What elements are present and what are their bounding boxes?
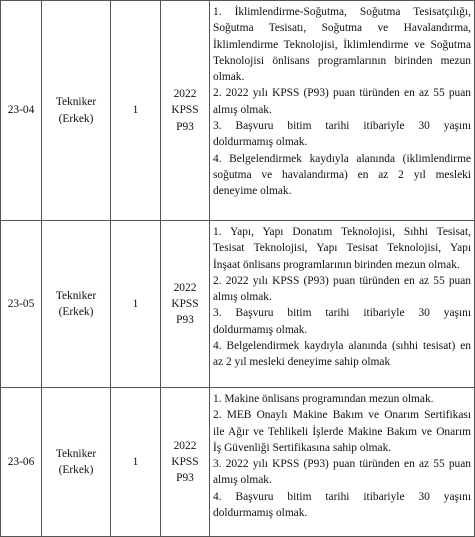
position-title-cell xyxy=(42,388,111,537)
requirement-line: soğutma ve havalandırma) en az 2 yıl mesleki xyxy=(213,168,471,181)
position-count: 1 xyxy=(111,221,161,388)
requirement-line: İnşaat önlisans programlarının birinden mezun olmak. xyxy=(213,258,460,271)
requirement-line: deneyime olmak. xyxy=(213,185,292,198)
position-title-cell xyxy=(42,1,111,221)
requirement-line: az 2 yıl mesleki deneyime sahip olmak xyxy=(213,356,391,369)
requirement-line: 1. Makine önlisans programından mezun olmak. xyxy=(213,393,434,405)
requirement-line: İş Güvenliği Sertifikasına sahip olmak. xyxy=(213,441,392,454)
requirement-line: almış olmak. xyxy=(213,291,272,304)
exam-year: 2022 xyxy=(173,88,197,101)
exam-type: P93 xyxy=(176,120,194,133)
exam-name: KPSS xyxy=(171,104,199,117)
exam-year: 2022 xyxy=(173,439,197,452)
requirement-line: 2. 2022 yılı KPSS (P93) puan türünden en az 55 puan xyxy=(213,87,471,100)
requirement-line: 3. Başvuru bitim tarihi itibariyle 30 yaşını xyxy=(213,307,471,320)
position-row xyxy=(1,388,475,537)
position-code: 23-05 xyxy=(1,221,42,388)
position-title: Tekniker xyxy=(55,96,97,109)
requirement-line: olmak. xyxy=(213,71,245,84)
requirement-line: almış olmak. xyxy=(213,103,272,116)
exam-cell xyxy=(161,1,210,221)
requirement-line: doldurmamış olmak. xyxy=(213,323,308,336)
requirements-cell xyxy=(210,1,475,221)
requirement-line: 2. MEB Onaylı Makine Bakım ve Onarım Sertifikası xyxy=(213,409,471,422)
requirement-line: doldurmamış olmak. xyxy=(213,136,308,149)
position-code: 23-04 xyxy=(1,1,42,221)
requirement-line: doldurmamış olmak. xyxy=(213,507,308,520)
exam-type: P93 xyxy=(176,472,194,485)
exam-name: KPSS xyxy=(171,297,199,310)
exam-year: 2022 xyxy=(173,281,197,294)
position-gender: (Erkek) xyxy=(58,306,94,318)
requirement-line: İklimlendirme Teknolojisi, İklimlendirme ve Soğutma xyxy=(213,38,471,51)
requirement-line: 3. Başvuru bitim tarihi itibariyle 30 yaşını xyxy=(213,120,471,133)
position-title-cell xyxy=(42,221,111,388)
requirement-line: almış olmak. xyxy=(213,474,272,487)
position-row xyxy=(1,221,475,388)
positions-table-body xyxy=(1,1,475,537)
requirement-line: Tesisat Teknolojisi, Yapı Tesisat Teknolojisi, Yapı xyxy=(213,242,471,255)
requirement-line: 1. İklimlendirme-Soğutma, Soğutma Tesisatçılığı, xyxy=(213,6,471,18)
position-gender: (Erkek) xyxy=(58,112,94,125)
position-row xyxy=(1,1,475,221)
position-gender: (Erkek) xyxy=(58,464,94,476)
position-count: 1 xyxy=(111,388,161,537)
exam-name: KPSS xyxy=(171,455,199,468)
position-title: Tekniker xyxy=(55,289,97,302)
requirement-line: 4. Belgelendirmek kaydıyla alanında (iklimlendirme xyxy=(213,152,471,165)
requirement-line: 3. 2022 yılı KPSS (P93) puan türünden en az 55 puan xyxy=(213,458,471,471)
exam-type: P93 xyxy=(176,314,194,327)
position-code: 23-06 xyxy=(1,388,42,537)
requirement-line: Soğutma Tesisatı, Soğutma ve Havalandırma, xyxy=(213,22,471,35)
requirement-line: 2. 2022 yılı KPSS (P93) puan türünden en az 55 puan xyxy=(213,274,471,287)
requirement-line: 4. Başvuru bitim tarihi itibariyle 30 yaşını xyxy=(213,490,471,503)
requirements-cell xyxy=(210,221,475,388)
requirement-line: ile Ağır ve Tehlikeli İşlerde Makine Bakım ve Onarım xyxy=(213,425,471,438)
position-count: 1 xyxy=(111,1,161,221)
requirement-line: 1. Yapı, Yapı Donatım Teknolojisi, Sıhhi Tesisat, xyxy=(213,226,471,238)
requirement-line: Teknolojisi önlisans programlarının birinden mezun xyxy=(213,54,471,67)
position-title: Tekniker xyxy=(55,447,97,460)
requirement-line: 4. Belgelendirmek kaydıyla alanında (sıhhi tesisat) en xyxy=(213,340,471,353)
requirements-cell xyxy=(210,388,475,537)
exam-cell xyxy=(161,388,210,537)
exam-cell xyxy=(161,221,210,388)
